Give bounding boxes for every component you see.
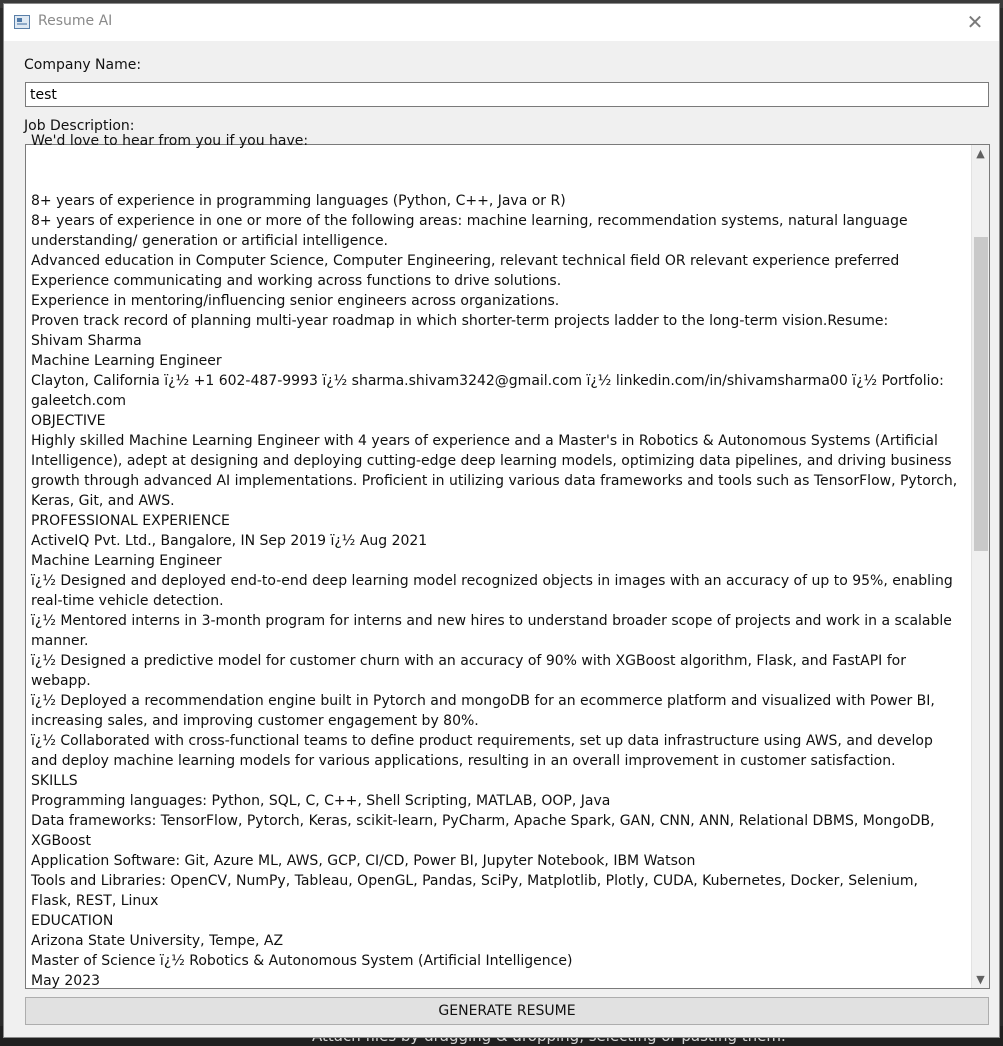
resume-ai-window <box>3 3 1000 1038</box>
job-description-scrollbar[interactable] <box>971 145 989 988</box>
job-description-text: We'd love to hear from you if you have: 8+ years of experience in programming languages (Python, C++, Java or R) 8+ years of experience in one or more of the following areas: machine learning, recommendation systems, natural language understanding/ generation or artificial intelligence. Advanced education in Computer Science, Computer Engineering, relevant technical field OR relevant experience preferred Experience communicating and working across functions to drive solutions. Experience in mentoring/influencing senior engineers across organizations. Proven track record of planning multi-year roadmap in which shorter-term projects ladder to the long-term vision.Resume: Shivam Sharma Machine Learning Engineer Clayton, California ï¿½ +1 602-487-9993 ï¿½ sharma.shivam3242@gmail.com ï¿½ linkedin.com/in/shivamsharma00 ï¿½ Portfolio: galeetch.com OBJECTIVE Highly skilled Machine Learning Engineer with 4 years of experience and a Master's in Robotics & Autonomous Systems (Artificial Intelligence), adept at designing and deploying cutting-edge deep learning models, optimizing data pipelines, and driving business growth through advanced AI implementations. Proficient in utilizing various data frameworks and tools such as TensorFlow, Pytorch, Keras, Git, and AWS. PROFESSIONAL EXPERIENCE ActiveIQ Pvt. Ltd., Bangalore, IN Sep 2019 ï¿½ Aug 2021 Machine Learning Engineer ï¿½ Designed and deployed end-to-end deep learning model recognized objects in images with an accuracy of up to 95%, enabling real-time vehicle detection. ï¿½ Mentored interns in 3-month program for interns and new hires to understand broader scope of projects and work in a scalable manner. ï¿½ Designed a predictive model for customer churn with an accuracy of 90% with XGBoost algorithm, Flask, and FastAPI for webapp. ï¿½ Deployed a recommendation engine built in Pytorch and mongoDB for an ecommerce platform and visualized with Power BI, increasing sales, and improving customer engagement by 80%. ï¿½ Collaborated with cross-functional teams to define product requirements, set up data infrastructure using AWS, and develop and deploy machine learning models for various applications, resulting in an overall improvement in customer satisfaction. SKILLS Programming languages: Python, SQL, C, C++, Shell Scripting, MATLAB, OOP, Java Data frameworks: TensorFlow, Pytorch, Keras, scikit-learn, PyCharm, Apache Spark, GAN, CNN, ANN, Relational DBMS, MongoDB, XGBoost Application Software: Git, Azure ML, AWS, GCP, CI/CD, Power BI, Jupyter Notebook, IBM Watson Tools and Libraries: OpenCV, NumPy, Tableau, OpenGL, Pandas, SciPy, Matplotlib, Plotly, CUDA, Kubernetes, Docker, Selenium, Flask, REST, Linux EDUCATION Arizona State University, Tempe, AZ Master of Science ï¿½ Robotics & Autonomous System (Artificial Intelligence) May 2023 <box>31 133 958 989</box>
company-name-input[interactable] <box>25 82 989 107</box>
scroll-up-icon[interactable]: ▲ <box>976 147 985 160</box>
close-icon[interactable]: ✕ <box>966 10 984 34</box>
company-name-label: Company Name: <box>24 57 142 73</box>
job-description-textarea[interactable] <box>25 133 990 989</box>
job-description-label: Job Description: <box>24 118 135 134</box>
scroll-down-icon[interactable]: ▼ <box>976 973 985 986</box>
generate-resume-button[interactable]: GENERATE RESUME <box>25 997 989 1025</box>
app-window-icon <box>14 15 30 29</box>
title-bar <box>4 4 999 41</box>
window-title: Resume AI <box>38 13 113 29</box>
scroll-thumb[interactable] <box>974 237 988 551</box>
